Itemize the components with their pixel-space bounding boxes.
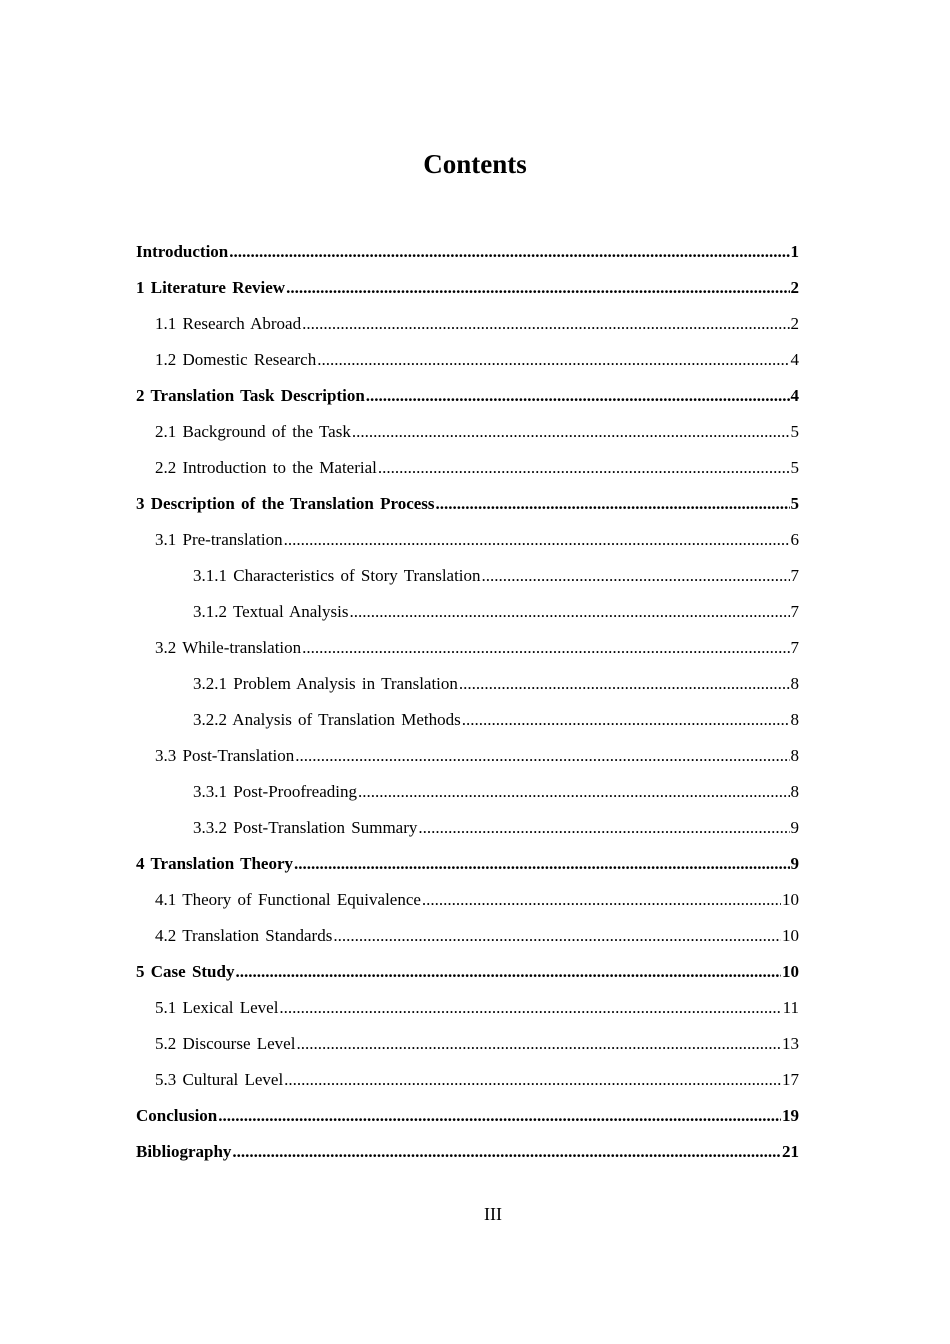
toc-entry-page-number: 2 xyxy=(790,314,799,333)
dot-leader xyxy=(358,774,790,810)
dot-leader xyxy=(295,738,789,774)
dot-leader xyxy=(352,414,790,450)
toc-entry-title: 3.3 Post-Translation xyxy=(155,746,295,765)
toc-entry[interactable] xyxy=(136,702,799,738)
toc-entry[interactable] xyxy=(136,774,799,810)
toc-entry-page-number: 7 xyxy=(790,566,799,585)
toc-entry-page-number: 17 xyxy=(782,1070,799,1089)
toc-entry-page-number: 10 xyxy=(782,926,799,945)
toc-entry-title: 5 Case Study xyxy=(136,962,235,981)
toc-entry-page-number: 8 xyxy=(790,746,799,765)
dot-leader xyxy=(422,882,781,918)
toc-entry[interactable] xyxy=(136,1062,799,1098)
page-title: Contents xyxy=(423,149,527,179)
toc-entry-page-number: 8 xyxy=(790,782,799,801)
dot-leader xyxy=(350,594,790,630)
toc-entry-page-number: 2 xyxy=(790,278,799,297)
toc-entry[interactable] xyxy=(136,486,799,522)
toc-entry-page-number: 11 xyxy=(782,998,799,1017)
toc-entry[interactable] xyxy=(136,954,799,990)
toc-entry[interactable] xyxy=(136,882,799,918)
toc-entry-title: 3.3.1 Post-Proofreading xyxy=(193,782,357,801)
dot-leader xyxy=(284,522,790,558)
dot-leader xyxy=(366,378,790,414)
toc-entry-title: 1.2 Domestic Research xyxy=(155,350,317,369)
toc-entry[interactable] xyxy=(136,1026,799,1062)
toc-entry-page-number: 19 xyxy=(782,1106,799,1125)
toc-entry-title: 2 Translation Task Description xyxy=(136,386,365,405)
toc-entry[interactable] xyxy=(136,738,799,774)
toc-entry-title: 3.2.2 Analysis of Translation Methods xyxy=(193,710,461,729)
dot-leader xyxy=(294,846,789,882)
toc-entry[interactable] xyxy=(136,918,799,954)
toc-entry[interactable] xyxy=(136,1098,799,1134)
toc-entry-page-number: 10 xyxy=(782,962,799,981)
toc-entry-title: 1 Literature Review xyxy=(136,278,286,297)
toc-entry-page-number: 7 xyxy=(790,602,799,621)
dot-leader xyxy=(229,234,789,270)
toc-entry-page-number: 13 xyxy=(782,1034,799,1053)
toc-entry[interactable] xyxy=(136,378,799,414)
toc-entry-title: 5.2 Discourse Level xyxy=(155,1034,296,1053)
dot-leader xyxy=(333,918,781,954)
toc-entry-page-number: 4 xyxy=(790,350,799,369)
toc-entry-title: 3.3.2 Post-Translation Summary xyxy=(193,818,418,837)
toc-entry-page-number: 10 xyxy=(782,890,799,909)
toc-entry-page-number: 4 xyxy=(790,386,799,405)
dot-leader xyxy=(302,630,789,666)
toc-entry-page-number: 1 xyxy=(790,242,799,261)
dot-leader xyxy=(235,954,781,990)
table-of-contents xyxy=(136,234,799,1170)
dot-leader xyxy=(296,1026,781,1062)
toc-entry-page-number: 5 xyxy=(790,422,799,441)
toc-entry[interactable] xyxy=(136,306,799,342)
toc-entry-title: Bibliography xyxy=(136,1142,232,1161)
toc-entry-page-number: 9 xyxy=(790,818,799,837)
toc-entry[interactable] xyxy=(136,594,799,630)
dot-leader xyxy=(284,1062,781,1098)
toc-entry[interactable] xyxy=(136,990,799,1026)
toc-entry-title: 3.1.2 Textual Analysis xyxy=(193,602,349,621)
toc-entry-title: Conclusion xyxy=(136,1106,218,1125)
toc-entry[interactable] xyxy=(136,558,799,594)
toc-entry-title: 3.2 While-translation xyxy=(155,638,302,657)
toc-entry-title: 2.1 Background of the Task xyxy=(155,422,351,441)
dot-leader xyxy=(462,702,790,738)
toc-entry[interactable] xyxy=(136,810,799,846)
toc-entry-page-number: 5 xyxy=(790,494,799,513)
toc-entry[interactable] xyxy=(136,666,799,702)
toc-entry-title: 3.1.1 Characteristics of Story Translation xyxy=(193,566,481,585)
toc-entry-page-number: 6 xyxy=(790,530,799,549)
toc-entry[interactable] xyxy=(136,234,799,270)
toc-entry-page-number: 21 xyxy=(782,1142,799,1161)
dot-leader xyxy=(482,558,790,594)
dot-leader xyxy=(302,306,789,342)
toc-entry[interactable] xyxy=(136,522,799,558)
toc-entry-title: 1.1 Research Abroad xyxy=(155,314,302,333)
toc-entry-title: 3.2.1 Problem Analysis in Translation xyxy=(193,674,458,693)
toc-entry[interactable] xyxy=(136,414,799,450)
toc-entry-title: 2.2 Introduction to the Material xyxy=(155,458,377,477)
dot-leader xyxy=(232,1134,781,1170)
toc-entry-title: 4.2 Translation Standards xyxy=(155,926,333,945)
toc-entry-page-number: 7 xyxy=(790,638,799,657)
dot-leader xyxy=(436,486,790,522)
toc-entry[interactable] xyxy=(136,846,799,882)
toc-entry-title: Introduction xyxy=(136,242,229,261)
dot-leader xyxy=(418,810,789,846)
toc-entry-title: 5.3 Cultural Level xyxy=(155,1070,284,1089)
dot-leader xyxy=(317,342,789,378)
toc-entry-page-number: 8 xyxy=(790,674,799,693)
toc-entry-page-number: 9 xyxy=(790,854,799,873)
toc-entry-title: 4 Translation Theory xyxy=(136,854,294,873)
dot-leader xyxy=(279,990,781,1026)
toc-entry-title: 4.1 Theory of Functional Equivalence xyxy=(155,890,421,909)
toc-entry-title: 5.1 Lexical Level xyxy=(155,998,279,1017)
toc-entry[interactable] xyxy=(136,1134,799,1170)
toc-entry[interactable] xyxy=(136,342,799,378)
page-number: III xyxy=(484,1204,502,1224)
toc-entry[interactable] xyxy=(136,630,799,666)
toc-entry-page-number: 5 xyxy=(790,458,799,477)
toc-entry-title: 3.1 Pre-translation xyxy=(155,530,283,549)
toc-entry[interactable] xyxy=(136,270,799,306)
toc-entry-title: 3 Description of the Translation Process xyxy=(136,494,435,513)
dot-leader xyxy=(459,666,790,702)
toc-entry[interactable] xyxy=(136,450,799,486)
toc-entry-page-number: 8 xyxy=(790,710,799,729)
dot-leader xyxy=(218,1098,781,1134)
dot-leader xyxy=(286,270,789,306)
dot-leader xyxy=(378,450,790,486)
